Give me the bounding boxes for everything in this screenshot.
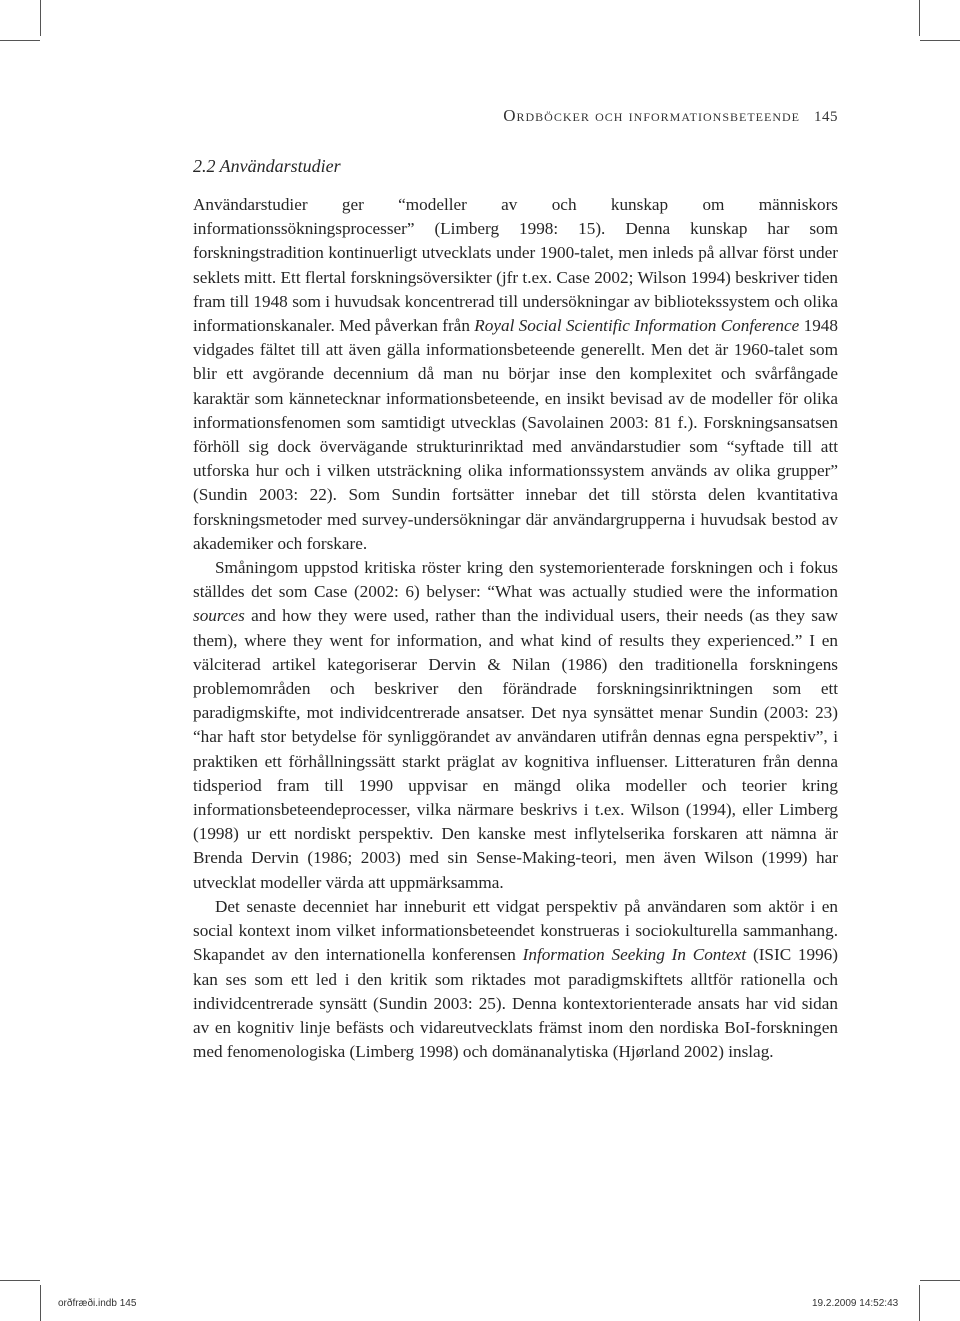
paragraph-3 xyxy=(193,895,838,1064)
crop-mark-bottom-left-vertical xyxy=(40,1285,41,1321)
paragraph-3-text-a: Det senaste decenniet har inneburit ett vidgat perspektiv på användaren som aktör i en social kontext inom vilket informationsbeteendet konstrueras i sociokulturella sammanhang. Skapandet av den internationella konferensen xyxy=(193,896,838,965)
footer-timestamp: 19.2.2009 14:52:43 xyxy=(812,1298,899,1309)
crop-mark-top-right-horizontal xyxy=(920,40,960,41)
paragraph-2-text-c: and how they were used, rather than the individual users, their needs (as they saw them), where they went for information, and what kind of results they experienced.” I en välciterad artikel kategoriserar Dervin & Nilan (1986) den traditionella forskningens problemområden och beskriver den förändrade forskningsinriktningen som ett paradigmskifte, mot individcentrerade ansatser. Det nya synsättet menar Sundin (2003: 23) “har haft stor betydelse för synliggörandet av användaren utifrån dennas egna perspektiv”, i praktiken ett förhållningssätt starkt präglat av kognitiva influenser. Litteraturen från denna tidsperiod fram till 1990 uppvisar en mängd olika modeller och teorier kring informationsbeteendeprocesser, vilka närmare beskrivs i t.ex. Wilson (1994), eller Limberg (1998) ur ett nordiskt perspektiv. Den kanske mest inflytelserika forskaren att nämna är Brenda Dervin (1986; 2003) med sin Sense-Making-teori, men även Wilson (1999) har utvecklat modeller värda att uppmärksamma. xyxy=(193,606,838,892)
crop-mark-bottom-right-vertical xyxy=(919,1285,920,1321)
section-heading: 2.2 Användarstudier xyxy=(193,156,341,176)
paragraph-1-text-a: Användarstudier ger “modeller av och kunskap om människors informationssökningsprocesser” (Limberg 1998: 15). Denna kunskap har som forskningstradition kontinuerligt utvecklats under 1900-talet, men inleds på allvar först under seklets mitt. Ett flertal forskningsöversikter (jfr t.ex. Case 2002; Wilson 1994) beskriver tiden fram till 1948 som i huvudsak koncentrerad till undersökningar av bibliotekssystem och olika informationskanaler. Med påverkan från xyxy=(193,195,838,336)
running-header xyxy=(193,106,838,126)
paragraph-3-text-c: (ISIC 1996) kan ses som ett led i den kritik som riktades mot paradigmskiftets alltför rationella och individcentrerade synsätt (Sundin 2003: 25). Denna kontextorienterade ansats har vid sidan av en kognitiv linje befästs och vidareutvecklats främst inom den nordiska BoI-forskningen med fenomenologiska (Limberg 1998) och domänanalytiska (Hjørland 2002) inslag. xyxy=(193,945,839,1062)
paragraph-2-italic-word: sources xyxy=(193,606,245,626)
running-title: Ordböcker och informationsbeteende xyxy=(503,106,800,125)
footer-file-name: orðfræði.indb 145 xyxy=(58,1298,137,1309)
crop-mark-bottom-left-horizontal xyxy=(0,1280,40,1281)
paragraph-1-italic-title: Royal Social Scientific Information Conference xyxy=(474,316,800,336)
paragraph-1 xyxy=(193,193,838,556)
crop-mark-top-right-vertical xyxy=(919,0,920,36)
page-number: 145 xyxy=(814,109,838,125)
paragraph-1-text-c: 1948 vidgades fältet till att även gälla informationsbeteende generellt. Men det är 1960-talet som blir ett avgörande decennium då man nu börjar inse den komplexitet och svårfångade karaktär som kännetecknar informationsbeteende, en insikt bevisad av de modeller för olika informationsfenomen som samtidigt utvecklas (Savolainen 2003: 81 f.). Forskningsansatsen förhöll sig dock övervägande strukturinriktad med användarstudier som “syftade till att utforska hur och i vilken utsträckning olika informationssystem används av olika grupper” (Sundin 2003: 22). Som Sundin fortsätter innebar det till största delen kvantitativa forskningsmetoder med survey-undersökningar där användargrupperna i huvudsak bestod av akademiker och forskare. xyxy=(193,316,838,553)
crop-mark-top-left-horizontal xyxy=(0,40,40,41)
paragraph-2-text-a: Småningom uppstod kritiska röster kring den systemorienterade forskningen och i fokus ställdes det som Case (2002: 6) belyser: “What was actually studied were the information xyxy=(193,558,838,602)
paragraph-2 xyxy=(193,556,838,895)
crop-mark-top-left-vertical xyxy=(40,0,41,36)
page-body xyxy=(193,154,838,1064)
paragraph-3-italic-title: Information Seeking In Context xyxy=(522,945,747,965)
crop-mark-bottom-right-horizontal xyxy=(920,1280,960,1281)
